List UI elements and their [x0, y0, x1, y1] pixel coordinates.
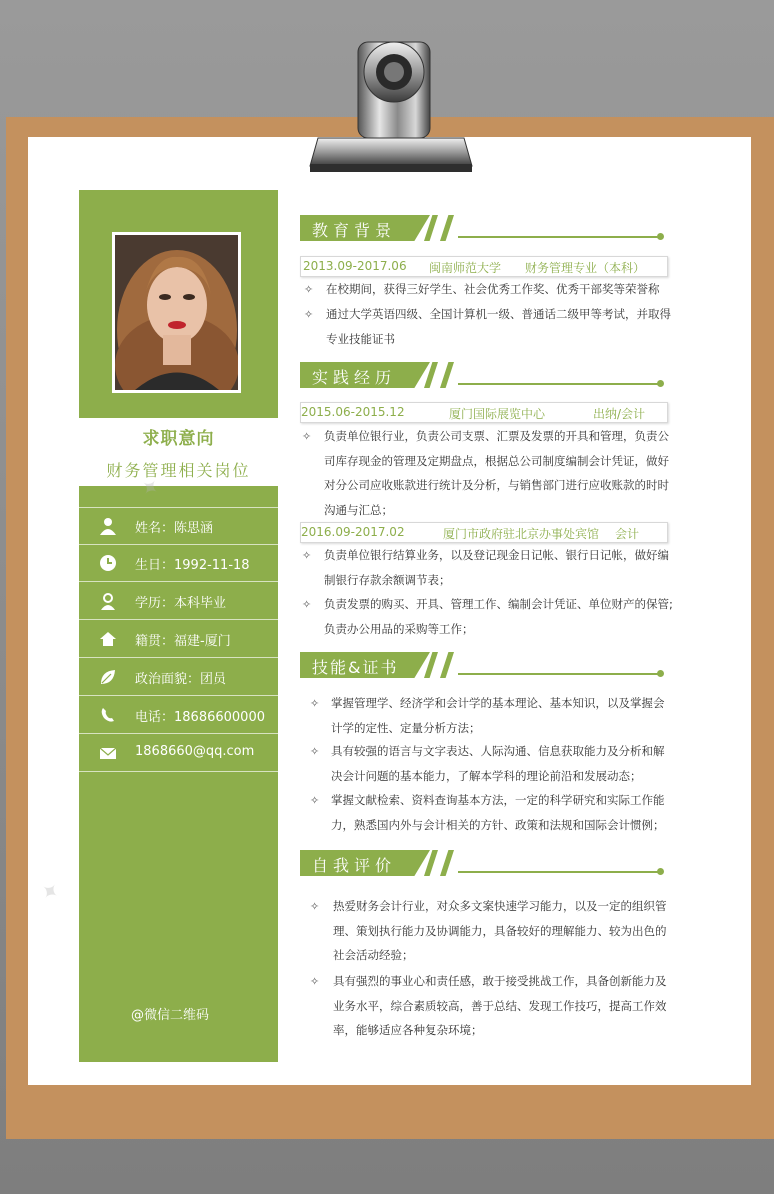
job-2-bullet-1: 负责单位银行结算业务，以及登记现金日记帐、银行日记帐，做好编 制银行存款余额调节表；: [324, 548, 669, 587]
job-2-bullet-2: 负责发票的购买、开具、管理工作、编制会计凭证、单位财产的保管; 负责办公用品的采购等工作；: [324, 597, 673, 636]
watermark: ✦: [134, 472, 164, 505]
info-row-phone: [79, 697, 278, 734]
job-2-org: 厦门市政府驻北京办事处宾馆: [443, 527, 600, 541]
info-row-name: [79, 507, 278, 545]
info-row-education: [79, 583, 278, 620]
info-birthday: 生日：1992-11-18: [135, 558, 250, 573]
job-1-date: 2015.06-2015.12: [301, 405, 405, 419]
bullet-icon: ✧: [310, 794, 320, 807]
job-2-date: 2016.09-2017.02: [301, 525, 405, 539]
section-skills-header: [300, 652, 668, 678]
bullet-icon: ✧: [310, 900, 320, 913]
info-email: 1868660@qq.com: [135, 744, 255, 759]
section-practice-header: [300, 362, 668, 388]
practice-job-2-bar: [300, 522, 668, 543]
user-icon: [99, 517, 117, 535]
job-intent-title: 求职意向: [142, 429, 215, 449]
job-intent-value: 财务管理相关岗位: [106, 461, 251, 480]
education-bullet-1: 在校期间，获得三好学生、社会优秀工作奖、优秀干部奖等荣誉称: [326, 282, 660, 296]
home-icon: [99, 630, 117, 648]
bullet-icon: ✧: [310, 697, 320, 710]
section-self-header: [300, 850, 668, 876]
phone-icon: [99, 706, 117, 724]
bullet-icon: ✧: [310, 975, 320, 988]
bullet-icon: ✧: [302, 430, 312, 443]
skills-heading: 技能&证书: [312, 658, 399, 677]
job-1-role: 出纳/会计: [593, 407, 646, 421]
bullet-icon: ✧: [302, 549, 312, 562]
self-bullet-2: 具有强烈的事业心和责任感，敢于接受挑战工作，具备创新能力及 业务水平，综合素质较高，善于总结、发现工作技巧，提高工作效 率，能够适应各种复杂环境；: [333, 974, 667, 1037]
section-education-header: [300, 215, 668, 241]
graduate-icon: [99, 592, 117, 610]
job-1-org: 厦门国际展览中心: [449, 407, 546, 421]
bullet-icon: ✧: [304, 283, 314, 296]
qr-code-label: @微信二维码: [131, 1008, 210, 1023]
education-date: 2013.09-2017.06: [303, 259, 407, 273]
info-row-email: [79, 735, 278, 772]
info-politics: 政治面貌：团员: [135, 672, 227, 687]
clock-icon: [99, 554, 117, 572]
education-major: 财务管理专业（本科）: [525, 261, 646, 275]
job-intent-box: [79, 418, 278, 486]
info-row-politics: [79, 659, 278, 696]
info-hometown: 籍贯：福建-厦门: [135, 634, 231, 649]
info-phone: 电话：18686600000: [135, 710, 265, 725]
practice-heading: 实践经历: [312, 368, 397, 387]
bullet-icon: ✧: [310, 745, 320, 758]
job-1-bullet-1: 负责单位银行业，负责公司支票、汇票及发票的开具和管理，负责公 司库存现金的管理及定期盘点，根据总公司制度编制会计凭证，做好 对分公司应收账款进行统计及分析，与销售部门进行应收账款的时时 沟通与汇总；: [324, 429, 669, 517]
binder-clip-icon: [306, 28, 476, 176]
bullet-icon: ✧: [302, 598, 312, 611]
info-name: 姓名：陈思涵: [135, 521, 214, 536]
education-school: 闽南师范大学: [429, 261, 502, 275]
self-bullet-1: 热爱财务会计行业，对众多文案快速学习能力，以及一定的组织管 理、策划执行能力及协调能力，具备较好的理解能力、较为出色的 社会活动经验；: [333, 899, 667, 962]
profile-photo: [115, 235, 238, 390]
info-row-hometown: [79, 621, 278, 658]
watermark: ✦: [34, 876, 64, 909]
job-2-role: 会计: [615, 527, 640, 541]
education-bullet-2: 通过大学英语四级、全国计算机一级、普通话二级甲等考试，并取得 专业技能证书: [326, 307, 671, 346]
leaf-icon: [99, 668, 117, 686]
skills-bullet-3: 掌握文献检索、资料查询基本方法，一定的科学研究和实际工作能 力，熟悉国内外与会计相关的方针、政策和法规和国际会计惯例；: [331, 793, 665, 832]
skills-bullet-2: 具有较强的语言与文字表达、人际沟通、信息获取能力及分析和解 决会计问题的基本能力，了解本学科的理论前沿和发展动态；: [331, 744, 665, 783]
education-entry-bar: [300, 256, 668, 277]
practice-job-1-bar: [300, 402, 668, 423]
mail-icon: [99, 744, 117, 762]
education-heading: 教育背景: [312, 221, 397, 240]
info-education: 学历：本科毕业: [135, 596, 227, 611]
bullet-icon: ✧: [304, 308, 314, 321]
self-heading: 自我评价: [312, 856, 397, 875]
skills-bullet-1: 掌握管理学、经济学和会计学的基本理论、基本知识，以及掌握会 计学的定性、定量分析方法；: [331, 696, 665, 735]
info-row-birthday: [79, 545, 278, 582]
